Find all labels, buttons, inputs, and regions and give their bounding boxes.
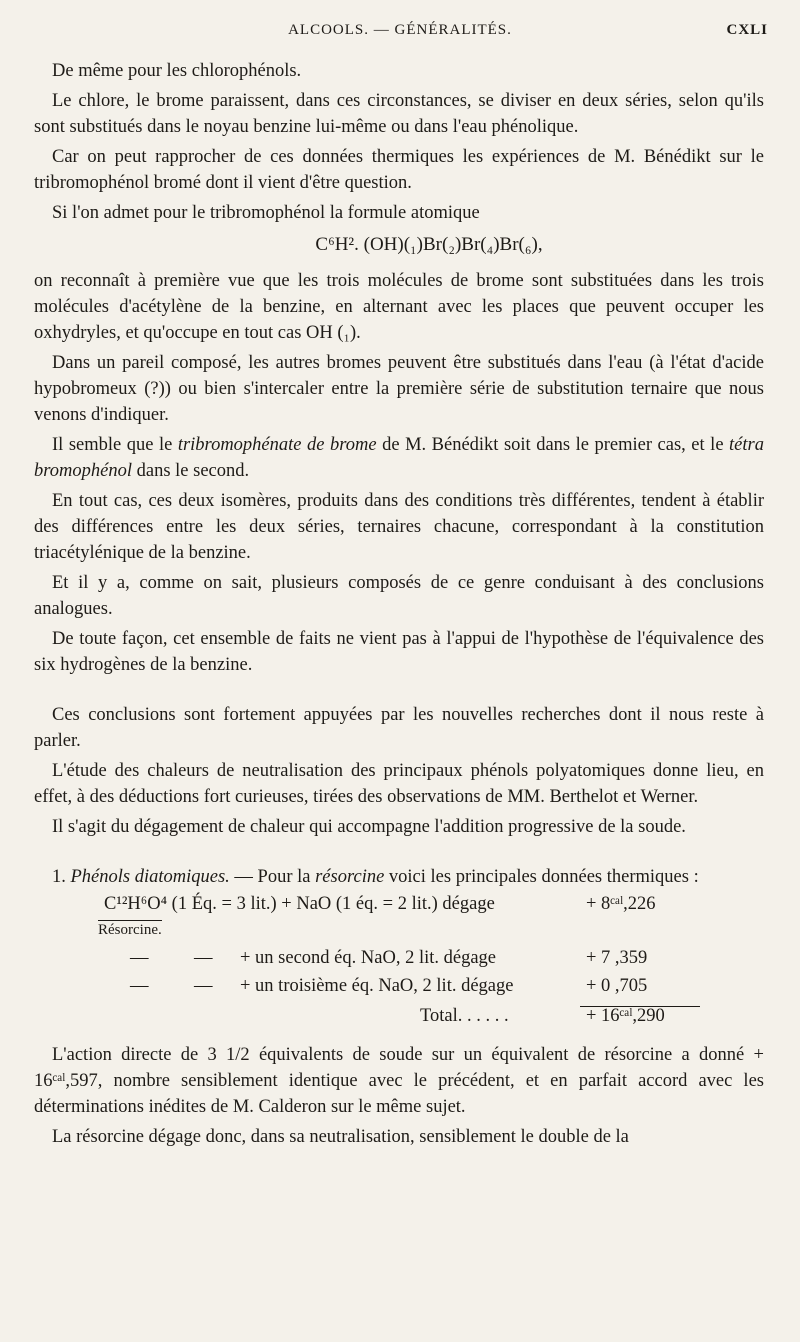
- running-header: [0, 22, 800, 46]
- thermo-value: + 0 ,705: [586, 976, 648, 996]
- thermo-value: + 7 ,359: [586, 948, 648, 968]
- thermo-step: + un second éq. NaO, 2 lit. dégage: [240, 948, 497, 968]
- paragraph: En tout cas, ces deux isomères, produits dans des conditions très différentes, tendent à établir des différences entre les deux séries, ternaires chacune, correspondant à la constitution triacétylénique de la benzine.: [34, 491, 764, 563]
- total-label: Total. . . . . .: [420, 1006, 509, 1026]
- paragraph: [34, 864, 764, 890]
- chemical-formula: C⁶H². (OH)(₁)Br(₂)Br(₄)Br(₆),: [315, 234, 543, 255]
- italic-heading: Phénols diatomiques.: [70, 867, 230, 887]
- paragraph: De toute façon, cet ensemble de faits ne vient pas à l'appui de l'hypothèse de l'équivalence des six hydrogènes de la benzine.: [34, 629, 764, 675]
- ditto-dash: —: [130, 976, 149, 996]
- ditto-dash: —: [130, 948, 149, 968]
- paragraph: L'étude des chaleurs de neutralisation des principaux phénols polyatomiques donne lieu, en effet, à des déductions fort curieuses, tirées des observations de MM. Berthelot et Werner.: [34, 761, 764, 807]
- paragraph: La résorcine dégage donc, dans sa neutralisation, sensiblement le double de la: [52, 1127, 629, 1147]
- thermo-row-1: [34, 894, 764, 938]
- section-gap: [34, 844, 764, 864]
- text: de M. Bénédikt soit dans le premier cas, et le: [376, 435, 730, 455]
- header-title: ALCOOLS. — GÉNÉRALITÉS.: [288, 22, 512, 38]
- italic-term: tribromophénate de brome: [177, 435, 377, 455]
- paragraph: on reconnaît à première vue que les trois molécules de brome sont substituées dans les trois molécules d'acétylène de la benzine, en alternant avec les places que peuvent occuper les oxhydryles, et qu'occupe en tout cas OH (₁).: [34, 271, 764, 343]
- page-body: [34, 58, 764, 1154]
- thermo-row-2: [34, 948, 764, 974]
- page-number: CXLI: [726, 22, 768, 38]
- thermo-step: + un troisième éq. NaO, 2 lit. dégage: [240, 976, 514, 996]
- section-gap: [34, 682, 764, 702]
- thermo-total-row: [34, 1006, 764, 1032]
- ditto-dash: —: [194, 976, 213, 996]
- thermo-value: + 8ᶜᵃˡ,226: [586, 894, 656, 914]
- text: dans le second.: [131, 461, 250, 481]
- paragraph: L'action directe de 3 1/2 équivalents de soude sur un équivalent de résorcine a donné + 16ᶜᵃˡ,597, nombre sensiblement identique avec le précédent, et en parfait accord avec les déterminations inédites de M. Calderon sur le même sujet.: [34, 1045, 764, 1117]
- text: — Pour la: [234, 867, 316, 887]
- thermochemical-table: [34, 894, 764, 1034]
- total-value: + 16ᶜᵃˡ,290: [586, 1006, 665, 1026]
- italic-term: tétra bromophénol: [34, 435, 764, 481]
- resorcine-label: Résorcine.: [98, 922, 162, 938]
- text: voici les principales données thermiques :: [384, 867, 699, 887]
- italic-term: résorcine: [315, 867, 385, 887]
- paragraph: Ces conclusions sont fortement appuyées par les nouvelles recherches dont il nous reste à parler.: [34, 705, 764, 751]
- paragraph: Car on peut rapprocher de ces données thermiques les expériences de M. Bénédikt sur le tribromophénol bromé dont il vient d'être question.: [34, 147, 764, 193]
- paragraph: Le chlore, le brome paraissent, dans ces circonstances, se diviser en deux séries, selon qu'ils sont substitués dans le noyau benzine lui-même ou dans l'eau phénolique.: [34, 91, 764, 137]
- thermo-equation: C¹²H⁶O⁴ (1 Éq. = 3 lit.) + NaO (1 éq. = 2 lit.) dégage: [104, 894, 495, 914]
- thermo-row-3: [34, 976, 764, 1002]
- paragraph: De même pour les chlorophénols.: [52, 61, 302, 81]
- paragraph: Et il y a, comme on sait, plusieurs composés de ce genre conduisant à des conclusions analogues.: [34, 573, 764, 619]
- ditto-dash: —: [194, 948, 213, 968]
- text: 1.: [52, 867, 71, 887]
- paragraph: Dans un pareil composé, les autres bromes peuvent être substitués dans l'eau (à l'état d'acide hypobromeux (?)) ou bien s'intercaler entre la première série de substitution ternaire que nous venons d'indiquer.: [34, 353, 764, 425]
- paragraph: [34, 432, 764, 484]
- text: Il semble que le: [52, 435, 178, 455]
- paragraph: Si l'on admet pour le tribromophénol la formule atomique: [52, 203, 480, 223]
- paragraph: Il s'agit du dégagement de chaleur qui accompagne l'addition progressive de la soude.: [52, 817, 686, 837]
